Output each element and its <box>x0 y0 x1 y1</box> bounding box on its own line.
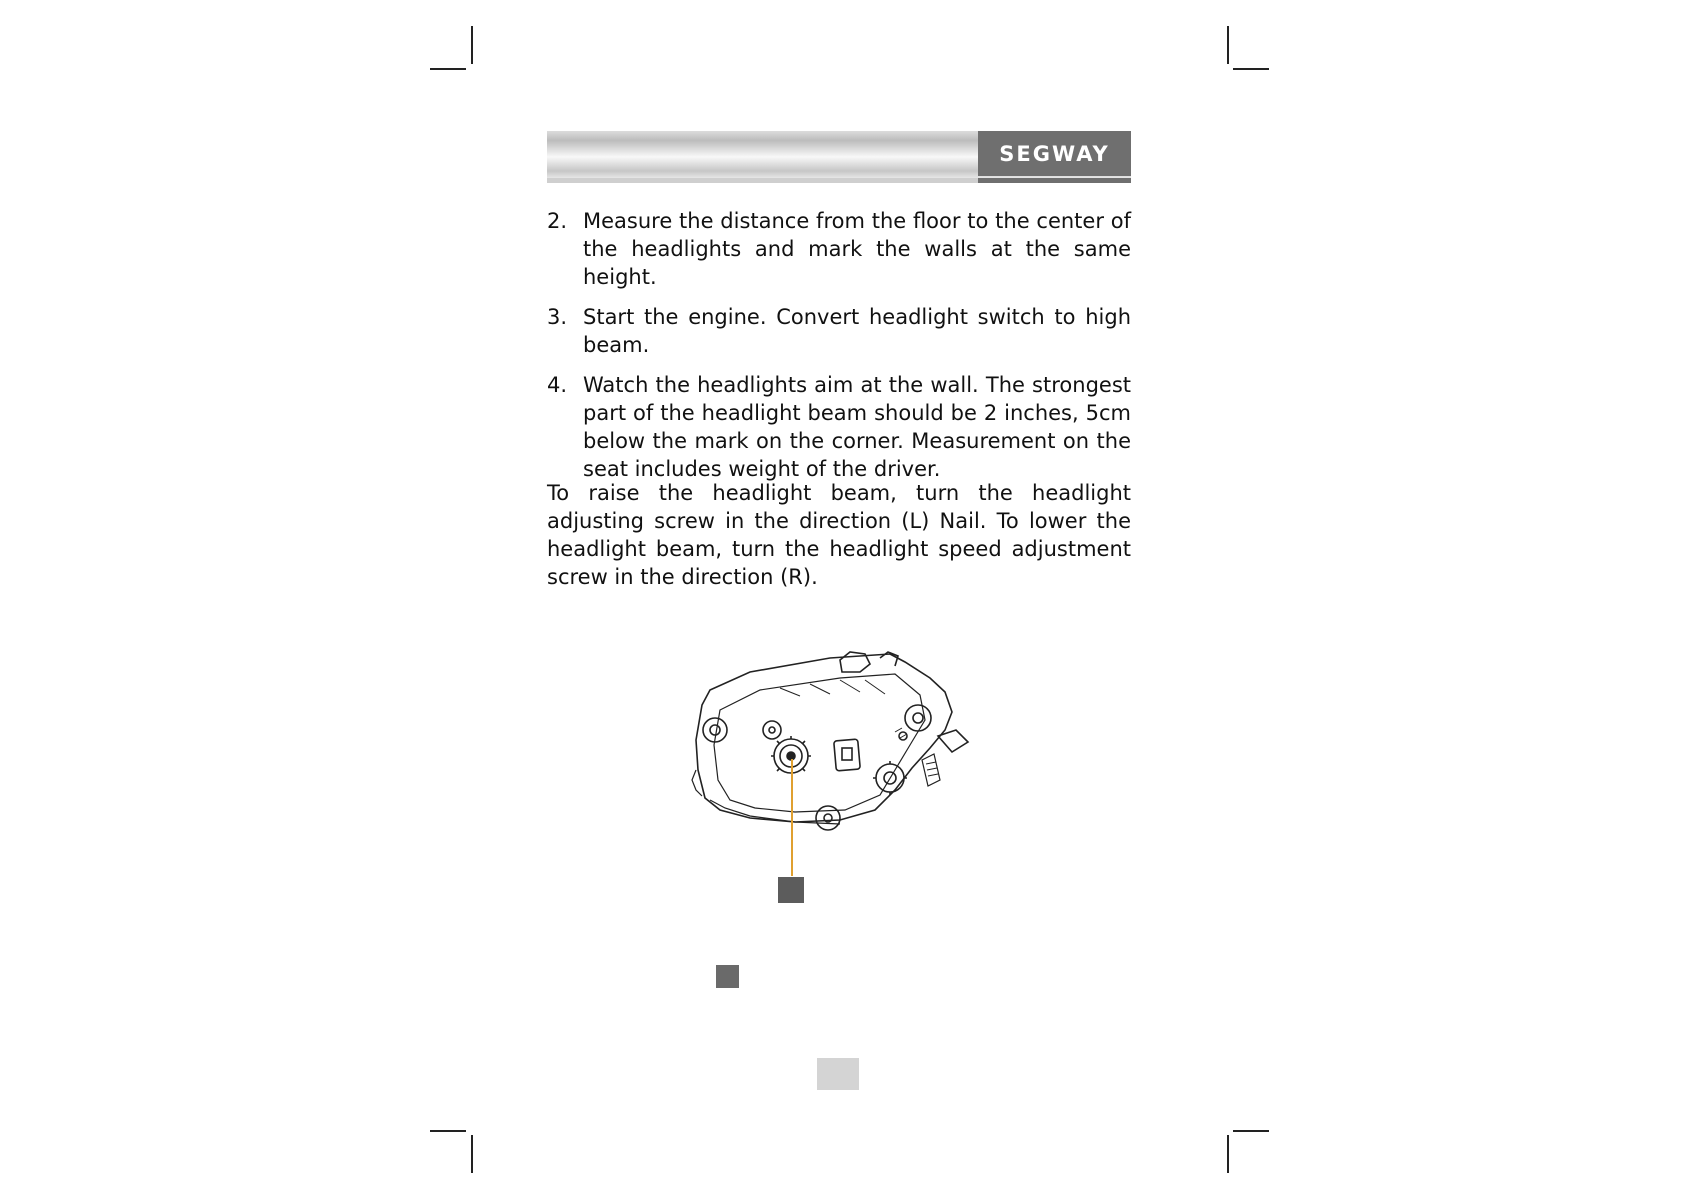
step-list <box>547 207 1131 495</box>
crop-mark <box>471 1135 473 1173</box>
brand-logo-text: SEGWAY <box>999 141 1110 166</box>
adjustment-paragraph: To raise the headlight beam, turn the headlight adjusting screw in the direction (L) Nail. To lower the headlight beam, turn the headlight speed adjustment screw in the direction (R). <box>547 481 1131 589</box>
step-text: Measure the distance from the floor to the center of the headlights and mark the walls at the same height. <box>583 209 1131 289</box>
brand-logo-underline <box>978 178 1131 183</box>
headlight-assembly-illustration <box>690 650 990 850</box>
page-number-box <box>817 1058 859 1090</box>
crop-mark <box>1233 68 1269 70</box>
crop-mark <box>1233 1130 1269 1132</box>
brand-logo <box>978 131 1131 176</box>
step-text: Watch the headlights aim at the wall. The strongest part of the headlight beam should be 2 inches, 5cm below the mark on the corner. Measurement on the seat includes weight of the driver. <box>583 373 1131 481</box>
list-item <box>547 207 1131 291</box>
step-text: Start the engine. Convert headlight switch to high beam. <box>583 305 1131 357</box>
step-number: 3. <box>547 305 568 329</box>
crop-mark <box>430 1130 466 1132</box>
crop-mark <box>471 26 473 64</box>
crop-mark <box>430 68 466 70</box>
callout-marker <box>778 877 804 903</box>
crop-mark <box>1227 1135 1229 1173</box>
legend-marker <box>716 965 739 988</box>
step-number: 2. <box>547 209 568 233</box>
list-item <box>547 371 1131 483</box>
callout-line <box>791 759 793 876</box>
step-number: 4. <box>547 373 568 397</box>
list-item <box>547 303 1131 359</box>
crop-mark <box>1227 26 1229 64</box>
